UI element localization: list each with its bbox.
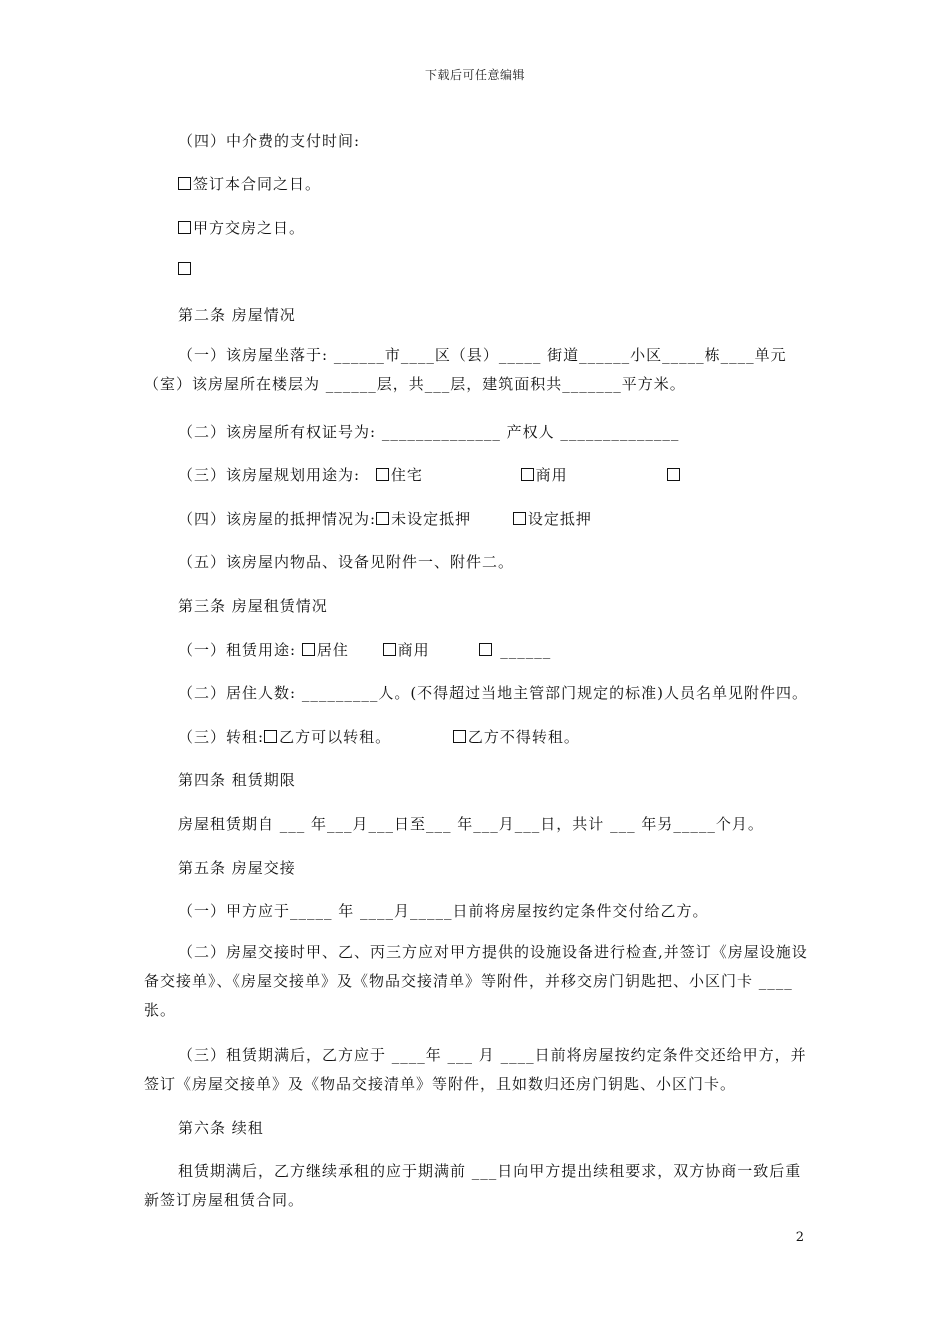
checkbox-icon[interactable] <box>376 512 389 525</box>
checkbox-icon[interactable] <box>302 643 315 656</box>
planned-use-line: （三）该房屋规划用途为: 住宅 商用 <box>178 464 682 485</box>
lease-purpose-line: （一）租赁用途: 居住 商用 ______ <box>178 641 552 659</box>
checkbox-icon[interactable] <box>521 468 534 481</box>
items-attachment-line: （五）该房屋内物品、设备见附件一、附件二。 <box>178 553 515 571</box>
delivery-date-line: （一）甲方应于_____ 年 ____月_____日前将房屋按约定条件交付给乙方。 <box>178 902 709 920</box>
occupants-line: （二）居住人数: _________人。(不得超过当地主管部门规定的标准)人员名单见附件四。 <box>178 684 809 702</box>
checkbox-icon[interactable] <box>178 262 191 275</box>
article-2-heading: 第二条 房屋情况 <box>178 306 296 324</box>
page-header: 下载后可任意编辑 <box>424 68 525 82</box>
article-5-heading: 第五条 房屋交接 <box>178 859 296 877</box>
sublease-line: （三）转租: 乙方可以转租。 乙方不得转租。 <box>178 728 580 746</box>
lease-term-line: 房屋租赁期自 ___ 年___月___日至___ 年___月___日，共计 ___ 年另_____个月。 <box>178 815 764 833</box>
checkbox-icon[interactable] <box>513 512 526 525</box>
article-6-heading: 第六条 续租 <box>178 1119 264 1137</box>
checkbox-icon[interactable] <box>667 468 680 481</box>
checkbox-icon[interactable] <box>178 177 191 190</box>
checkbox-icon[interactable] <box>376 468 389 481</box>
payment-time-heading: （四）中介费的支付时间: <box>178 132 361 150</box>
article-4-heading: 第四条 租赁期限 <box>178 771 296 789</box>
checkbox-icon[interactable] <box>264 730 277 743</box>
checkbox-icon[interactable] <box>383 643 396 656</box>
option-sign-date: 签订本合同之日。 <box>178 173 321 194</box>
option-handover-date: 甲方交房之日。 <box>178 217 305 238</box>
checkbox-icon[interactable] <box>178 221 191 234</box>
article-3-heading: 第三条 房屋租赁情况 <box>178 597 328 615</box>
renewal-paragraph: 租赁期满后，乙方继续承租的应于期满前 ___日向甲方提出续租要求，双方协商一致后重新签订房屋租赁合同。 <box>144 1162 802 1209</box>
checkbox-icon[interactable] <box>479 643 492 656</box>
handover-check-paragraph: （二）房屋交接时甲、乙、丙三方应对甲方提供的设施设备进行检查,并签订《房屋设施设备交接单》、《房屋交接单》及《物品交接清单》等附件，并移交房门钥匙把、小区门卡 ____张。 <box>144 943 808 1019</box>
page-number: 2 <box>795 1230 804 1245</box>
property-location-paragraph: （一）该房屋坐落于: ______市____区（县）_____ 街道______小区_____栋____单元（室）该房屋所在楼层为 ______层，共___层，建筑面积共_______平方米。 <box>144 346 787 393</box>
ownership-cert-line: （二）该房屋所有权证号为: ______________ 产权人 ______________ <box>178 423 680 441</box>
option-other <box>178 260 193 278</box>
return-property-paragraph: （三）租赁期满后，乙方应于 ____年 ___ 月 ____日前将房屋按约定条件交还给甲方，并签订《房屋交接单》及《物品交接清单》等附件，且如数归还房门钥匙、小区门卡。 <box>144 1046 807 1093</box>
mortgage-line: （四）该房屋的抵押情况为: 未设定抵押 设定抵押 <box>178 510 592 528</box>
checkbox-icon[interactable] <box>453 730 466 743</box>
